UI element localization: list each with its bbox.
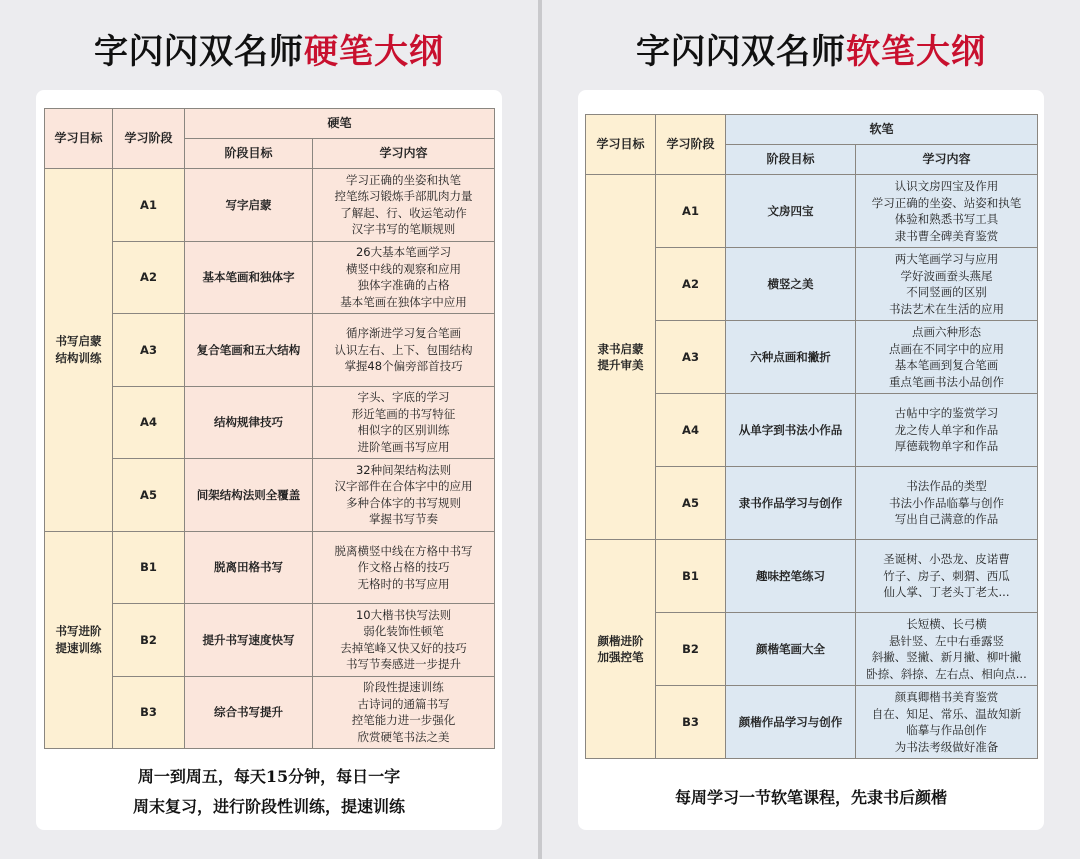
learning-content-cell [313, 169, 495, 242]
content-line: 书写节奏感进一步提升 [346, 657, 461, 672]
content-line: 弱化装饰性顿笔 [363, 624, 444, 639]
title-accent: 软笔大纲 [846, 32, 986, 72]
stage-target-cell: 综合书写提升 [185, 676, 313, 749]
stage-target-cell: 隶书作品学习与创作 [726, 467, 856, 540]
stage-cell: A2 [113, 241, 185, 314]
content-line: 汉字部件在合体字中的应用 [334, 479, 473, 494]
content-line: 多种合体字的书写规则 [346, 495, 461, 510]
table-row [45, 604, 495, 677]
learning-content-cell [856, 613, 1038, 686]
table-row [45, 676, 495, 749]
learning-content-cell [313, 459, 495, 532]
content-line: 基本笔画在独体字中应用 [340, 294, 467, 309]
content-line: 学习正确的坐姿和执笔 [346, 172, 461, 187]
header-target: 阶段目标 [185, 139, 313, 169]
footer-line-2: 周末复习，进行阶段性训练，提速训练 [132, 797, 405, 816]
learning-content-cell [856, 248, 1038, 321]
header-target: 阶段目标 [726, 145, 856, 175]
stage-target-cell: 复合笔画和五大结构 [185, 314, 313, 387]
content-line: 认识左右、上下、包围结构 [334, 342, 473, 357]
header-content: 学习内容 [313, 139, 495, 169]
goal-line-1: 隶书启蒙 [597, 341, 644, 356]
content-line: 掌握48个偏旁部首技巧 [344, 359, 463, 373]
stage-target-cell: 间架结构法则全覆盖 [185, 459, 313, 532]
content-line: 学好波画蚕头燕尾 [900, 268, 993, 283]
table-row [45, 386, 495, 459]
content-line: 自在、知足、常乐、温故知新 [871, 706, 1022, 721]
goal-line-2: 提速训练 [55, 640, 102, 655]
table-row [45, 531, 495, 604]
learning-content-cell [856, 540, 1038, 613]
hard-pen-title [0, 24, 538, 73]
stage-target-cell: 横竖之美 [726, 248, 856, 321]
content-line: 横竖中线的观察和应用 [346, 261, 461, 276]
stage-cell: B1 [656, 540, 726, 613]
goal-line-2: 结构训练 [55, 350, 102, 365]
content-line: 作文格占格的技巧 [357, 560, 450, 574]
header-stage: 学习阶段 [113, 109, 185, 169]
stage-cell: B3 [656, 686, 726, 759]
stage-cell: B2 [656, 613, 726, 686]
table-row [586, 540, 1038, 613]
content-line: 不同竖画的区别 [906, 285, 987, 299]
stage-cell: A3 [656, 321, 726, 394]
content-line: 欣赏硬笔书法之美 [357, 729, 450, 744]
stage-target-cell: 颜楷笔画大全 [726, 613, 856, 686]
stage-cell: A2 [656, 248, 726, 321]
stage-target-cell: 六种点画和撇折 [726, 321, 856, 394]
content-line: 汉字书写的笔顺规则 [351, 222, 456, 237]
content-line: 控笔练习锻炼手部肌肉力量 [334, 189, 473, 204]
content-line: 形近笔画的书写特征 [351, 406, 456, 421]
footer-line-1: 每周学习一节软笔课程，先隶书后颜楷 [674, 788, 947, 807]
learning-content-cell [856, 394, 1038, 467]
learning-content-cell [313, 676, 495, 749]
stage-target-cell: 脱离田格书写 [185, 531, 313, 604]
stage-cell: A5 [113, 459, 185, 532]
content-line: 龙之传人单字和作品 [894, 422, 999, 437]
content-line: 独体字准确的占格 [357, 278, 450, 293]
stage-target-cell: 从单字到书法小作品 [726, 394, 856, 467]
learning-content-cell [856, 686, 1038, 759]
content-line: 阶段性提速训练 [363, 680, 444, 695]
stage-cell: A1 [656, 175, 726, 248]
table-row [45, 169, 495, 242]
content-line: 点画六种形态 [912, 325, 981, 339]
content-line: 竹子、房子、刺猬、西瓜 [883, 568, 1010, 583]
learning-content-cell [856, 321, 1038, 394]
content-line: 写出自己满意的作品 [894, 512, 999, 527]
content-line: 仙人掌、丁老头丁老太... [883, 585, 1010, 600]
content-line: 无格时的书写应用 [357, 576, 450, 591]
content-line: 体验和熟悉书写工具 [894, 212, 999, 226]
content-line: 为书法考级做好准备 [894, 739, 999, 754]
content-line: 脱离横竖中线在方格中书写 [334, 543, 473, 558]
table-row [45, 459, 495, 532]
goal-line-1: 书写启蒙 [55, 334, 102, 349]
content-line: 圣诞树、小恐龙、皮诺曹 [883, 552, 1010, 567]
header-group: 软笔 [726, 115, 1038, 145]
content-line: 悬针竖、左中右垂露竖 [889, 633, 1004, 648]
stage-target-cell: 趣味控笔练习 [726, 540, 856, 613]
content-line: 控笔能力进一步强化 [351, 713, 456, 728]
stage-cell: A1 [113, 169, 185, 242]
learning-content-cell [313, 314, 495, 387]
content-line: 去掉笔峰又快又好的技巧 [340, 640, 467, 655]
brush-card [578, 90, 1044, 830]
table-row [45, 314, 495, 387]
title-prefix: 字闪闪双名师 [94, 32, 304, 72]
content-line: 字头、字底的学习 [357, 390, 450, 405]
brush-footer [542, 784, 1080, 812]
content-line: 进阶笔画书写应用 [357, 439, 450, 454]
header-goal: 学习目标 [586, 115, 656, 175]
hard-pen-table [44, 108, 495, 749]
learning-content-cell [313, 531, 495, 604]
content-line: 书法小作品临摹与创作 [889, 495, 1004, 510]
content-line: 基本笔画到复合笔画 [894, 358, 999, 372]
hard-pen-panel [0, 0, 538, 859]
header-content: 学习内容 [856, 145, 1038, 175]
stage-target-cell: 提升书写速度快写 [185, 604, 313, 677]
stage-target-cell: 文房四宝 [726, 175, 856, 248]
header-stage: 学习阶段 [656, 115, 726, 175]
learning-content-cell [856, 467, 1038, 540]
learning-content-cell [313, 604, 495, 677]
learning-goal-cell [45, 169, 113, 532]
goal-line-1: 颜楷进阶 [597, 633, 644, 648]
goal-line-2: 加强控笔 [597, 650, 644, 664]
content-line: 书法作品的类型 [906, 479, 987, 494]
content-line: 长短横、长弓横 [906, 617, 987, 631]
table-row [45, 241, 495, 314]
stage-target-cell: 颜楷作品学习与创作 [726, 686, 856, 759]
stage-cell: B1 [113, 531, 185, 604]
content-line: 32种间架结构法则 [355, 462, 452, 477]
hard-pen-footer [0, 762, 538, 822]
content-line: 10大楷书快写法则 [355, 607, 452, 622]
content-line: 古帖中字的鉴赏学习 [894, 406, 999, 421]
content-line: 掌握书写节奏 [369, 512, 438, 527]
stage-target-cell: 基本笔画和独体字 [185, 241, 313, 314]
content-line: 相似字的区别训练 [357, 423, 450, 438]
content-line: 临摹与作品创作 [906, 723, 987, 737]
stage-target-cell: 写字启蒙 [185, 169, 313, 242]
content-line: 颜真卿楷书美育鉴赏 [894, 690, 999, 704]
title-accent: 硬笔大纲 [304, 32, 444, 72]
content-line: 重点笔画书法小品创作 [889, 374, 1004, 389]
learning-content-cell [856, 175, 1038, 248]
stage-cell: A4 [113, 386, 185, 459]
brush-table [585, 114, 1038, 759]
brush-title [542, 24, 1080, 73]
content-line: 点画在不同字中的应用 [889, 341, 1004, 356]
goal-line-1: 书写进阶 [55, 624, 102, 639]
learning-goal-cell [45, 531, 113, 749]
header-group: 硬笔 [185, 109, 495, 139]
footer-line-1: 周一到周五，每天15分钟，每日一字 [137, 767, 401, 786]
stage-cell: B3 [113, 676, 185, 749]
learning-content-cell [313, 386, 495, 459]
content-line: 古诗词的通篇书写 [357, 696, 450, 711]
content-line: 认识文房四宝及作用 [894, 179, 999, 193]
stage-cell: A5 [656, 467, 726, 540]
content-line: 循序渐进学习复合笔画 [346, 326, 461, 340]
learning-goal-cell [586, 540, 656, 759]
header-goal: 学习目标 [45, 109, 113, 169]
content-line: 学习正确的坐姿、站姿和执笔 [871, 195, 1022, 210]
stage-target-cell: 结构规律技巧 [185, 386, 313, 459]
content-line: 26大基本笔画学习 [355, 245, 452, 260]
content-line: 两大笔画学习与应用 [894, 252, 999, 266]
stage-cell: B2 [113, 604, 185, 677]
brush-panel [542, 0, 1080, 859]
content-line: 书法艺术在生活的应用 [889, 301, 1004, 316]
learning-content-cell [313, 241, 495, 314]
stage-cell: A4 [656, 394, 726, 467]
content-line: 隶书曹全碑美育鉴赏 [894, 228, 999, 243]
learning-goal-cell [586, 175, 656, 540]
content-line: 斜撇、竖撇、新月撇、柳叶撇 [871, 650, 1022, 664]
content-line: 了解起、行、收运笔动作 [340, 205, 467, 220]
goal-line-2: 提升审美 [597, 358, 644, 372]
stage-cell: A3 [113, 314, 185, 387]
hard-pen-card [36, 90, 502, 830]
content-line: 卧捺、斜捺、左右点、相向点... [866, 666, 1027, 681]
title-prefix: 字闪闪双名师 [636, 32, 846, 72]
content-line: 厚德载物单字和作品 [894, 439, 999, 454]
table-row [586, 175, 1038, 248]
